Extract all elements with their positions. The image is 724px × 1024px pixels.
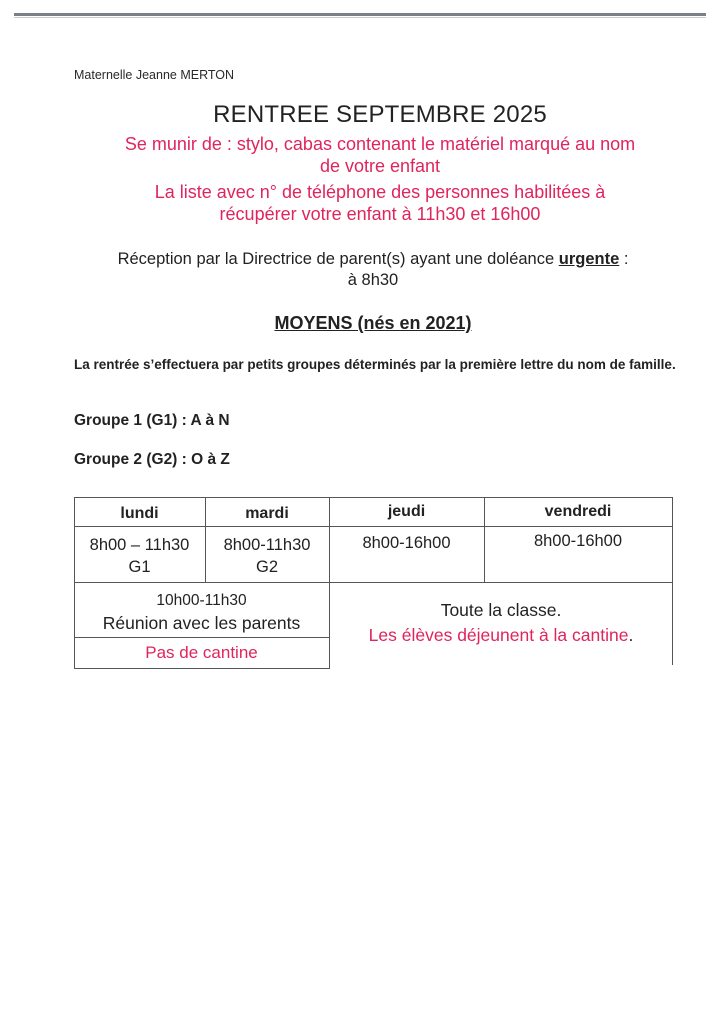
supplies-line-2: de votre enfant [319, 156, 441, 176]
section-title: MOYENS (nés en 2021) [274, 313, 472, 333]
supplies-notice [40, 133, 720, 177]
mardi-time: 8h00-11h30 [223, 536, 311, 554]
table-line [74, 497, 673, 498]
cell-vendredi-schedule: 8h00-16h00 [533, 532, 623, 550]
group-1: Groupe 1 (G1) : A à N [74, 412, 230, 429]
canteen-line [329, 623, 673, 648]
table-line [74, 582, 673, 583]
document-title: RENTREE SEPTEMBRE 2025 [213, 101, 547, 128]
lundi-group: G1 [128, 558, 151, 576]
header-jeudi: jeudi [387, 503, 426, 520]
header-mardi: mardi [245, 505, 289, 522]
phone-list-line-1: La liste avec n° de téléphone des personnes habilitées à [154, 182, 606, 202]
reception-line-1 [40, 249, 706, 270]
schedule-table [74, 497, 674, 669]
table-line [74, 668, 330, 669]
reception-time: à 8h30 [347, 271, 399, 289]
cell-lundi-schedule [74, 534, 205, 578]
phone-list-notice [40, 181, 720, 225]
table-line [74, 526, 673, 527]
meeting-label: Réunion avec les parents [102, 613, 301, 633]
reception-text: Réception par la Directrice de parent(s) ayant une doléance [117, 250, 559, 268]
header-lundi: lundi [120, 505, 159, 522]
whole-class-cell [329, 598, 673, 648]
canteen-period: . [628, 625, 634, 645]
reception-notice [40, 249, 706, 291]
phone-list-line-2: récupérer votre enfant à 11h30 et 16h00 [219, 204, 541, 224]
group-2: Groupe 2 (G2) : O à Z [74, 451, 230, 468]
meeting-cell [74, 589, 329, 635]
scan-edge-line [14, 13, 706, 16]
school-name: Maternelle Jeanne MERTON [74, 68, 235, 82]
supplies-line-1: Se munir de : stylo, cabas contenant le matériel marqué au nom [124, 134, 636, 154]
meeting-time: 10h00-11h30 [156, 592, 247, 609]
scan-edge-line-thin [14, 17, 706, 18]
cell-mardi-schedule [205, 534, 329, 578]
no-canteen-cell: Pas de cantine [145, 643, 258, 662]
reception-urgent: urgente [558, 250, 620, 268]
lundi-time: 8h00 – 11h30 [89, 536, 190, 554]
intro-paragraph: La rentrée s’effectuera par petits groupes déterminés par la première lettre du nom de famille. [74, 357, 676, 372]
cell-jeudi-schedule: 8h00-16h00 [362, 534, 451, 552]
header-vendredi: vendredi [544, 503, 612, 520]
canteen-label: Les élèves déjeunent à la cantine [368, 625, 629, 645]
whole-class-label: Toute la classe. [440, 600, 562, 620]
reception-colon: : [619, 250, 629, 268]
mardi-group: G2 [255, 558, 278, 576]
table-line [74, 637, 330, 638]
